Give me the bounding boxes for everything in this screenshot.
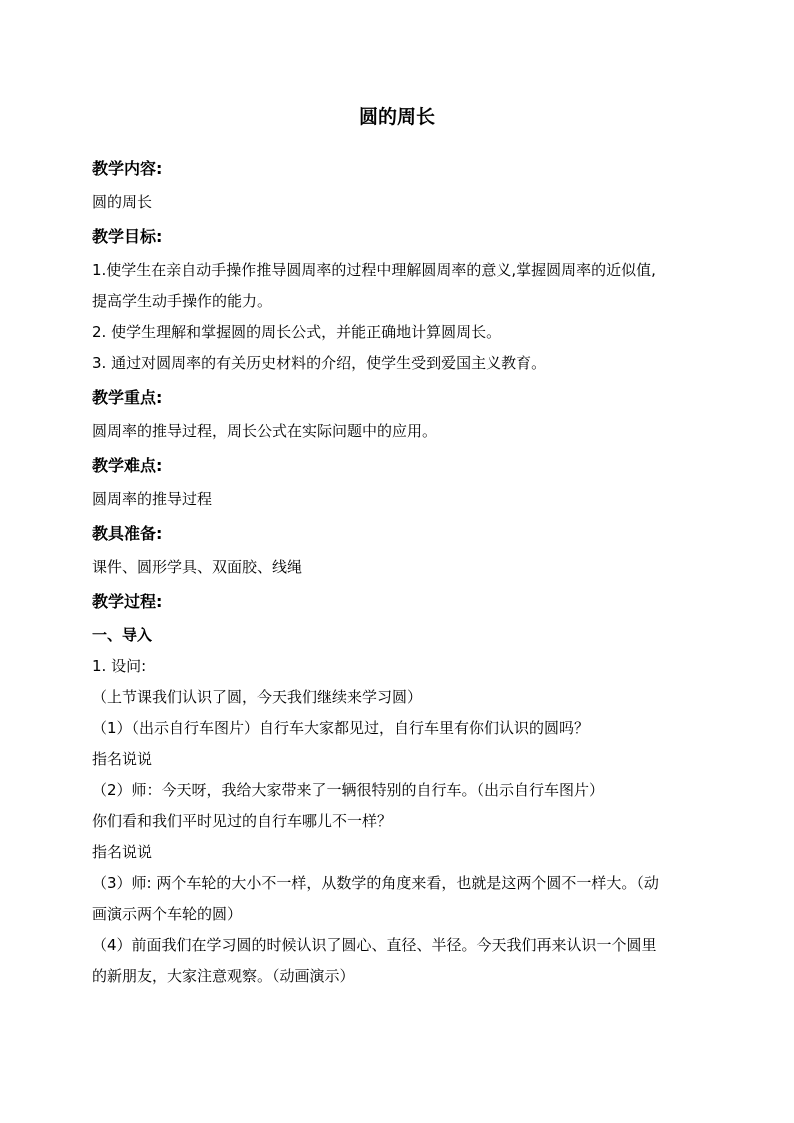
process-line: （4）前面我们在学习圆的时候认识了圆心、直径、半径。今天我们再来认识一个圆里 <box>92 936 657 954</box>
process-line: （1）（出示自行车图片）自行车大家都见过，自行车里有你们认识的圆吗？ <box>92 719 590 737</box>
process-line: （2）师：今天呀，我给大家带来了一辆很特别的自行车。（出示自行车图片） <box>92 781 605 799</box>
heading-key-points: 教学重点: <box>92 388 163 407</box>
process-line: 画演示两个车轮的圆） <box>92 905 243 923</box>
heading-materials: 教具准备: <box>92 524 163 543</box>
process-line: 指名说说 <box>92 750 153 768</box>
goal-line: 提高学生动手操作的能力。 <box>92 292 273 310</box>
heading-process: 教学过程: <box>92 592 163 611</box>
process-line: 指名说说 <box>92 843 153 861</box>
process-line: 1. 设问: <box>92 657 147 675</box>
goal-line: 1.使学生在亲自动手操作推导圆周率的过程中理解圆周率的意义,掌握圆周率的近似值, <box>92 261 656 279</box>
difficulties-text: 圆周率的推导过程 <box>92 490 213 508</box>
heading-difficulties: 教学难点: <box>92 456 163 475</box>
heading-goals: 教学目标: <box>92 227 163 246</box>
process-subheading: 一、导入 <box>92 626 153 644</box>
document-title: 圆的周长 <box>358 106 435 128</box>
process-line: （上节课我们认识了圆，今天我们继续来学习圆） <box>92 688 423 706</box>
materials-text: 课件、圆形学具、双面胶、线绳 <box>92 558 303 576</box>
key-points-text: 圆周率的推导过程，周长公式在实际问题中的应用。 <box>92 422 438 440</box>
goal-line: 2. 使学生理解和掌握圆的周长公式，并能正确地计算圆周长。 <box>92 323 502 341</box>
process-line: 的新朋友，大家注意观察。（动画演示） <box>92 967 355 985</box>
process-line: （3）师: 两个车轮的大小不一样，从数学的角度来看，也就是这两个圆不一样大。（动 <box>92 874 659 892</box>
process-line: 你们看和我们平时见过的自行车哪儿不一样？ <box>92 812 393 830</box>
content-text: 圆的周长 <box>92 193 153 211</box>
goal-line: 3. 通过对圆周率的有关历史材料的介绍，使学生受到爱国主义教育。 <box>92 354 547 372</box>
document-body <box>92 150 712 992</box>
heading-content: 教学内容: <box>92 159 163 178</box>
